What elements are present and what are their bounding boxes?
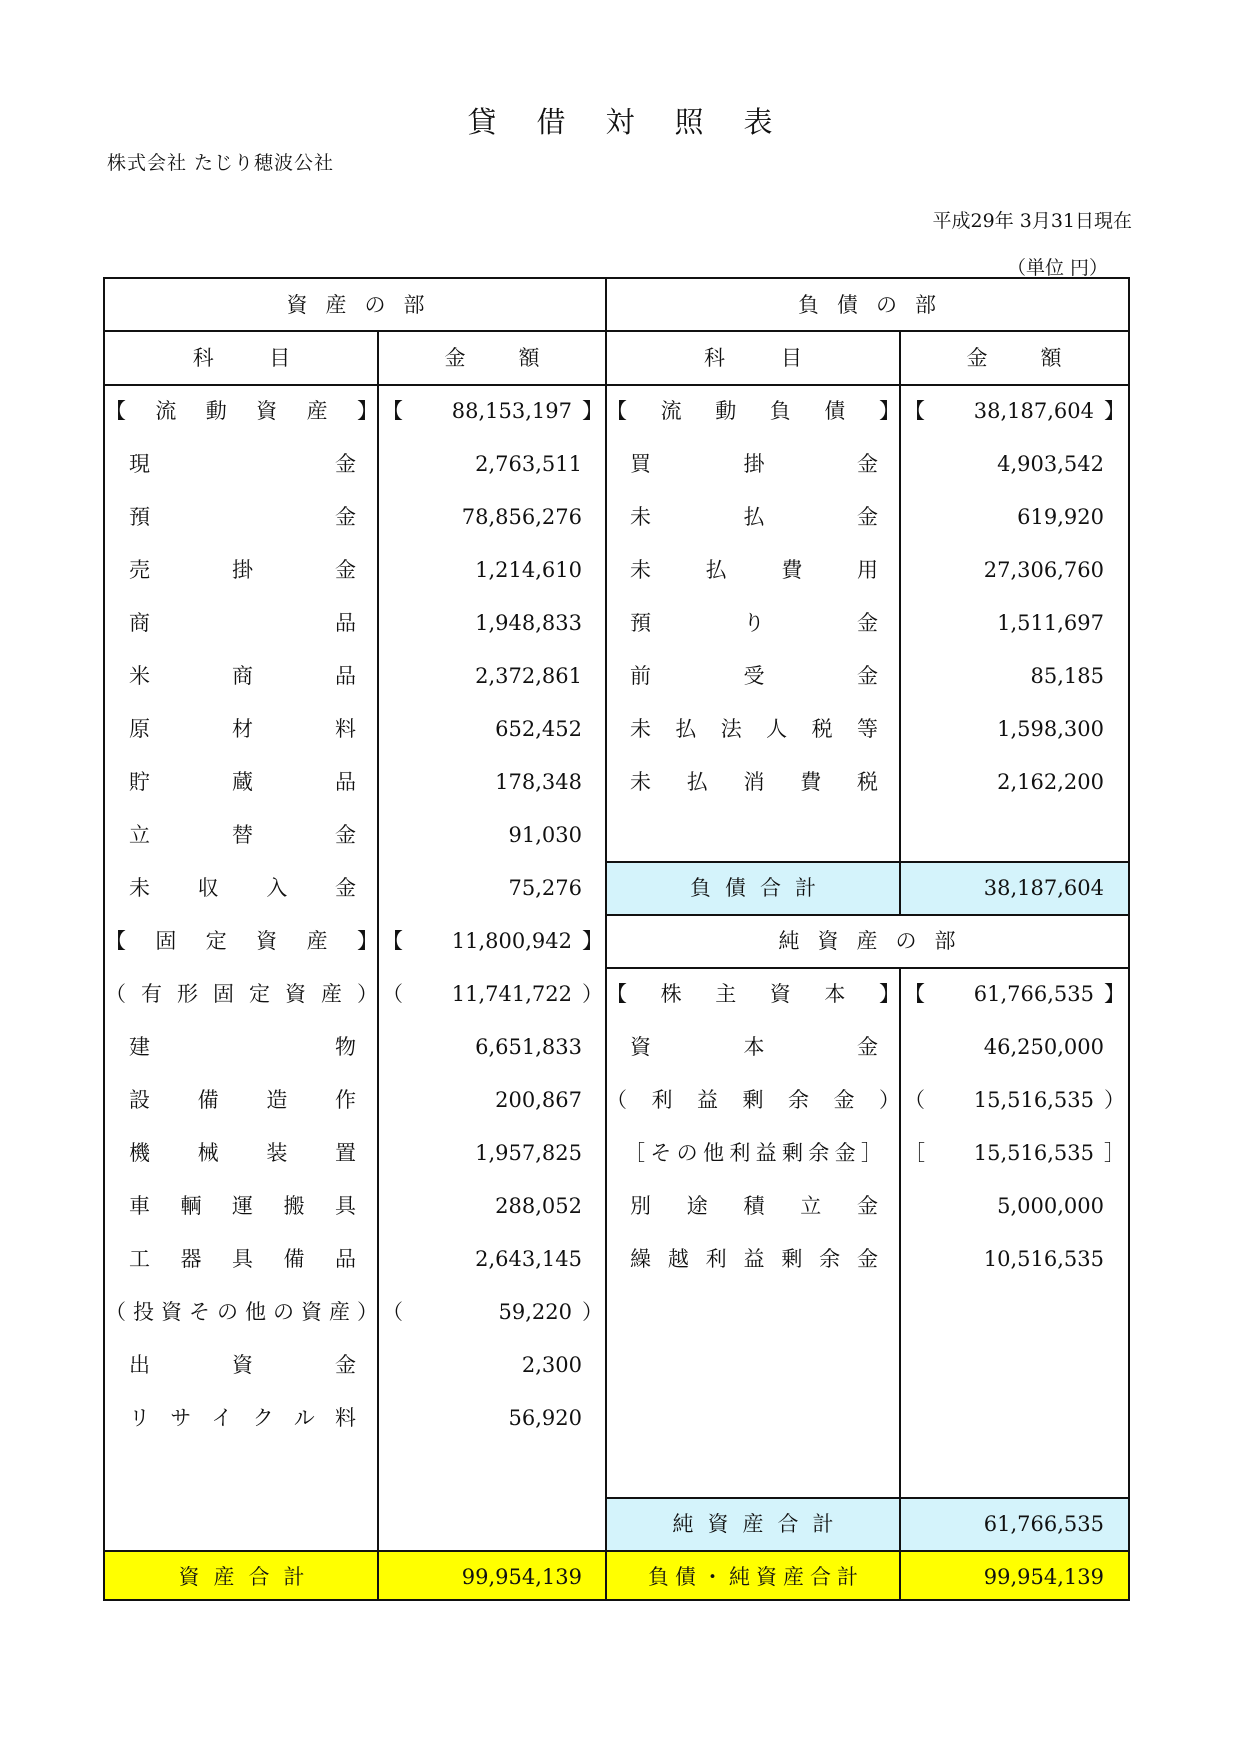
liability-row bbox=[105, 1180, 1128, 1233]
liability-row bbox=[105, 650, 1128, 703]
liability-item-header: 科 目 bbox=[704, 346, 802, 370]
amount-close-bracket: 】 bbox=[582, 929, 603, 953]
row-label: 建 物 bbox=[129, 1035, 356, 1059]
amount-close-bracket: ） bbox=[582, 982, 603, 1006]
row-amount: 85,185 bbox=[1030, 664, 1104, 688]
grand-total-top-line bbox=[105, 1550, 1128, 1552]
liability-column-divider-upper bbox=[899, 331, 901, 915]
amount-close-bracket: ） bbox=[582, 1300, 603, 1324]
row-label: 別 途 積 立 金 bbox=[630, 1194, 878, 1218]
row-amount: 78,856,276 bbox=[461, 505, 582, 529]
row-amount: 27,306,760 bbox=[983, 558, 1104, 582]
liability-row bbox=[105, 385, 1128, 438]
amount-open-bracket: 【 bbox=[382, 929, 403, 953]
row-label: 現 金 bbox=[129, 452, 356, 476]
row-amount: 2,162,200 bbox=[997, 770, 1104, 794]
liability-column-divider-lower bbox=[899, 968, 901, 1599]
net-assets-total-top-line bbox=[606, 1497, 1128, 1499]
amount-close-bracket: 】 bbox=[1104, 399, 1125, 423]
liabilities-total-top-line bbox=[606, 861, 1128, 863]
amount-close-bracket: 】 bbox=[1104, 982, 1125, 1006]
amount-open-bracket: ［ bbox=[904, 1141, 925, 1165]
row-label: 未 払 費 用 bbox=[630, 558, 878, 582]
row-label: 未 収 入 金 bbox=[129, 876, 356, 900]
liabilities-section-header: 負債の部 bbox=[798, 293, 954, 317]
assets-section-header: 資産の部 bbox=[286, 293, 443, 317]
liability-row bbox=[105, 1074, 1128, 1127]
column-header-divider bbox=[105, 384, 1128, 386]
row-label: 売 掛 金 bbox=[129, 558, 356, 582]
amount-open-bracket: （ bbox=[382, 1300, 403, 1324]
liability-row bbox=[105, 756, 1128, 809]
asset-row bbox=[105, 1392, 1128, 1445]
amount-close-bracket: ］ bbox=[1104, 1141, 1125, 1165]
row-label: 未 払 金 bbox=[630, 505, 878, 529]
row-amount: 15,516,535 bbox=[973, 1088, 1094, 1112]
row-label: 工 器 具 備 品 bbox=[129, 1247, 356, 1271]
row-amount: 288,052 bbox=[495, 1194, 582, 1218]
net-assets-header-bottom-line bbox=[606, 967, 1128, 969]
asset-row bbox=[105, 1286, 1128, 1339]
row-label: 米 商 品 bbox=[129, 664, 356, 688]
report-date: 平成29年 3月31日現在 bbox=[932, 210, 1132, 232]
row-amount: 56,920 bbox=[508, 1406, 582, 1430]
grand-total-label: 負債・純資産合計 bbox=[648, 1565, 864, 1589]
row-amount: 11,741,722 bbox=[451, 982, 572, 1006]
row-amount: 1,957,825 bbox=[475, 1141, 582, 1165]
row-label: 出 資 金 bbox=[129, 1353, 356, 1377]
row-label: 資 本 金 bbox=[630, 1035, 878, 1059]
amount-close-bracket: ） bbox=[1104, 1088, 1125, 1112]
asset-item-header: 科 目 bbox=[192, 346, 291, 370]
amount-open-bracket: 【 bbox=[382, 399, 403, 423]
row-label: 繰 越 利 益 剰 余 金 bbox=[630, 1247, 878, 1271]
row-amount: 5,000,000 bbox=[997, 1194, 1104, 1218]
assets-total-label: 資産合計 bbox=[178, 1565, 319, 1589]
row-amount: 88,153,197 bbox=[451, 399, 572, 423]
row-label: ［ そ の 他 利 益 剰 余 金 ］ bbox=[624, 1141, 882, 1165]
row-amount: 2,763,511 bbox=[475, 452, 582, 476]
grand-total-amount: 99,954,139 bbox=[983, 1565, 1104, 1589]
row-amount: 178,348 bbox=[495, 770, 582, 794]
row-label: 【 株 主 資 本 】 bbox=[606, 982, 900, 1006]
liability-row bbox=[105, 544, 1128, 597]
liability-amount-header: 金 額 bbox=[966, 346, 1062, 370]
center-divider bbox=[605, 279, 607, 1599]
company-name: 株式会社 たじり穂波公社 bbox=[107, 152, 335, 174]
row-amount: 59,220 bbox=[498, 1300, 572, 1324]
liability-row bbox=[105, 438, 1128, 491]
row-amount: 2,643,145 bbox=[475, 1247, 582, 1271]
row-amount: 46,250,000 bbox=[983, 1035, 1104, 1059]
liability-row bbox=[105, 703, 1128, 756]
liabilities-total-bottom-line bbox=[606, 914, 1128, 916]
row-label: 貯 蔵 品 bbox=[129, 770, 356, 794]
row-label: （ 有 形 固 定 資 産 ） bbox=[105, 982, 378, 1006]
liability-row bbox=[105, 1021, 1128, 1074]
row-label: 【 流 動 資 産 】 bbox=[105, 399, 378, 423]
row-amount: 1,948,833 bbox=[475, 611, 582, 635]
row-amount: 11,800,942 bbox=[451, 929, 572, 953]
amount-open-bracket: （ bbox=[382, 982, 403, 1006]
row-amount: 75,276 bbox=[508, 876, 582, 900]
amount-open-bracket: 【 bbox=[904, 982, 925, 1006]
assets-total-amount: 99,954,139 bbox=[461, 1565, 582, 1589]
row-amount: 4,903,542 bbox=[997, 452, 1104, 476]
row-amount: 61,766,535 bbox=[973, 982, 1094, 1006]
row-label: 買 掛 金 bbox=[630, 452, 878, 476]
row-amount: 2,372,861 bbox=[475, 664, 582, 688]
amount-close-bracket: 】 bbox=[582, 399, 603, 423]
row-amount: 15,516,535 bbox=[973, 1141, 1094, 1165]
asset-column-divider bbox=[377, 331, 379, 1599]
liability-row bbox=[105, 491, 1128, 544]
page-title: 貸借対照表 bbox=[467, 105, 813, 139]
liability-row bbox=[105, 597, 1128, 650]
liability-row bbox=[105, 968, 1128, 1021]
row-amount: 2,300 bbox=[521, 1353, 582, 1377]
liability-row bbox=[105, 1127, 1128, 1180]
row-label: 設 備 造 作 bbox=[129, 1088, 356, 1112]
row-label: 【 流 動 負 債 】 bbox=[606, 399, 900, 423]
row-amount: 1,214,610 bbox=[475, 558, 582, 582]
net-assets-total-amount: 61,766,535 bbox=[983, 1512, 1104, 1536]
row-label: 未 払 消 費 税 bbox=[630, 770, 878, 794]
row-amount: 91,030 bbox=[508, 823, 582, 847]
row-label: 立 替 金 bbox=[129, 823, 356, 847]
liabilities-total-label: 負債合計 bbox=[690, 876, 830, 900]
row-amount: 619,920 bbox=[1017, 505, 1104, 529]
net-assets-total-label: 純資産合計 bbox=[672, 1512, 848, 1536]
row-label: （ 利 益 剰 余 金 ） bbox=[606, 1088, 900, 1112]
row-amount: 1,511,697 bbox=[997, 611, 1104, 635]
row-amount: 10,516,535 bbox=[983, 1247, 1104, 1271]
row-label: （ 投 資 そ の 他 の 資 産 ） bbox=[105, 1300, 378, 1324]
row-label: 原 材 料 bbox=[129, 717, 356, 741]
amount-open-bracket: 【 bbox=[904, 399, 925, 423]
balance-sheet-table bbox=[103, 277, 1130, 1601]
amount-open-bracket: （ bbox=[904, 1088, 925, 1112]
row-label: 【 固 定 資 産 】 bbox=[105, 929, 378, 953]
net-assets-section-header: 純資産の部 bbox=[778, 929, 974, 953]
row-label: 預 金 bbox=[129, 505, 356, 529]
row-amount: 6,651,833 bbox=[475, 1035, 582, 1059]
asset-row bbox=[105, 809, 1128, 862]
row-label: 前 受 金 bbox=[630, 664, 878, 688]
header-divider bbox=[105, 330, 1128, 332]
unit-label: （単位 円） bbox=[1006, 257, 1108, 279]
row-label: 機 械 装 置 bbox=[129, 1141, 356, 1165]
row-amount: 652,452 bbox=[495, 717, 582, 741]
asset-row bbox=[105, 1339, 1128, 1392]
row-amount: 1,598,300 bbox=[997, 717, 1104, 741]
row-label: 未 払 法 人 税 等 bbox=[630, 717, 878, 741]
row-amount: 38,187,604 bbox=[973, 399, 1094, 423]
row-label: リ サ イ ク ル 料 bbox=[129, 1406, 356, 1430]
row-amount: 200,867 bbox=[495, 1088, 582, 1112]
row-label: 車 輌 運 搬 具 bbox=[129, 1194, 356, 1218]
liability-row bbox=[105, 1233, 1128, 1286]
asset-amount-header: 金 額 bbox=[444, 346, 540, 370]
liabilities-total-amount: 38,187,604 bbox=[983, 876, 1104, 900]
row-label: 商 品 bbox=[129, 611, 356, 635]
row-label: 預 り 金 bbox=[630, 611, 878, 635]
